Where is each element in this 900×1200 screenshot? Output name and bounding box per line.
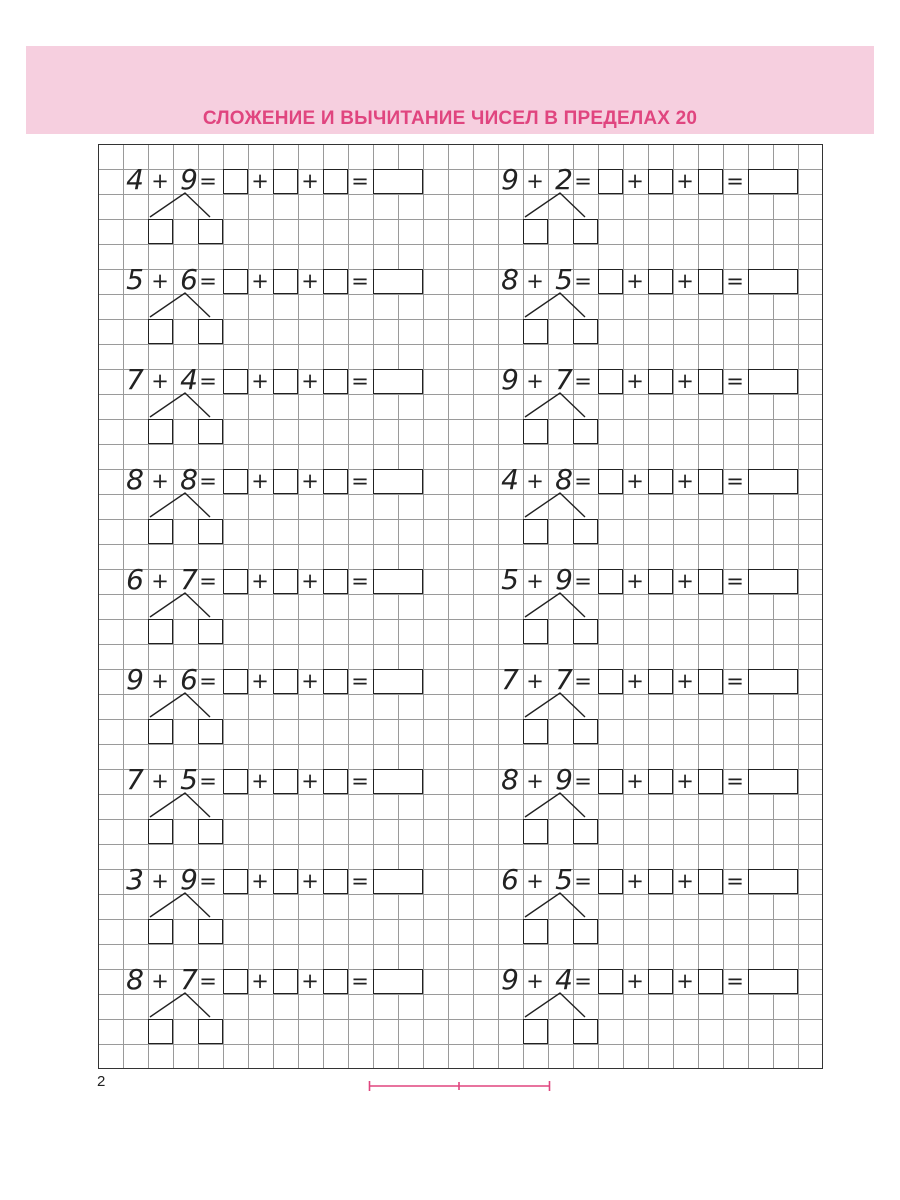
answer-box-first-part[interactable] xyxy=(223,869,248,894)
plus-sign: + xyxy=(251,669,269,693)
plus-sign: + xyxy=(626,669,644,693)
addend-a: 6 xyxy=(126,563,144,596)
decomposition-box-left[interactable] xyxy=(523,519,548,544)
answer-box-first-part[interactable] xyxy=(598,569,623,594)
answer-box-third-part[interactable] xyxy=(323,469,348,494)
plus-sign: + xyxy=(151,969,169,993)
decomposition-branch xyxy=(148,892,208,920)
equals-sign: = xyxy=(199,469,217,493)
equals-sign: = xyxy=(726,569,744,593)
plus-sign: + xyxy=(151,269,169,293)
answer-box-first-part[interactable] xyxy=(223,469,248,494)
addend-a: 8 xyxy=(501,763,519,796)
equals-sign: = xyxy=(351,869,369,893)
equals-sign: = xyxy=(199,369,217,393)
decomposition-branch xyxy=(148,492,208,520)
decomposition-branch xyxy=(523,192,583,220)
plus-sign: + xyxy=(676,469,694,493)
plus-sign: + xyxy=(151,169,169,193)
decomposition-box-left[interactable] xyxy=(148,419,173,444)
plus-sign: + xyxy=(526,469,544,493)
plus-sign: + xyxy=(301,869,319,893)
addend-b: 8 xyxy=(555,463,573,496)
answer-box-result[interactable] xyxy=(373,469,423,494)
answer-box-second-part[interactable] xyxy=(648,869,673,894)
addend-b: 4 xyxy=(555,963,573,996)
equals-sign: = xyxy=(351,969,369,993)
plus-sign: + xyxy=(301,469,319,493)
decomposition-branch xyxy=(523,392,583,420)
equals-sign: = xyxy=(726,169,744,193)
decomposition-branch xyxy=(523,892,583,920)
plus-sign: + xyxy=(151,369,169,393)
answer-box-second-part[interactable] xyxy=(273,469,298,494)
decomposition-box-right[interactable] xyxy=(198,619,223,644)
plus-sign: + xyxy=(676,569,694,593)
plus-sign: + xyxy=(151,469,169,493)
addend-b: 7 xyxy=(555,663,573,696)
addend-b: 6 xyxy=(180,663,198,696)
answer-box-second-part[interactable] xyxy=(273,769,298,794)
equals-sign: = xyxy=(351,169,369,193)
answer-box-first-part[interactable] xyxy=(223,369,248,394)
decomposition-branch xyxy=(523,492,583,520)
answer-box-first-part[interactable] xyxy=(598,869,623,894)
decomposition-box-left[interactable] xyxy=(148,519,173,544)
answer-box-second-part[interactable] xyxy=(273,869,298,894)
equals-sign: = xyxy=(574,569,592,593)
decomposition-box-left[interactable] xyxy=(148,819,173,844)
plus-sign: + xyxy=(526,969,544,993)
decomposition-box-right[interactable] xyxy=(573,719,598,744)
equals-sign: = xyxy=(574,169,592,193)
equals-sign: = xyxy=(199,669,217,693)
answer-box-third-part[interactable] xyxy=(698,369,723,394)
plus-sign: + xyxy=(526,669,544,693)
equals-sign: = xyxy=(574,469,592,493)
answer-box-third-part[interactable] xyxy=(323,269,348,294)
decomposition-branch xyxy=(523,992,583,1020)
answer-box-first-part[interactable] xyxy=(223,969,248,994)
plus-sign: + xyxy=(151,669,169,693)
equals-sign: = xyxy=(351,369,369,393)
plus-sign: + xyxy=(626,369,644,393)
plus-sign: + xyxy=(251,869,269,893)
plus-sign: + xyxy=(676,869,694,893)
decomposition-box-left[interactable] xyxy=(148,719,173,744)
plus-sign: + xyxy=(301,269,319,293)
addend-b: 9 xyxy=(180,863,198,896)
decomposition-box-right[interactable] xyxy=(198,819,223,844)
decomposition-box-right[interactable] xyxy=(198,219,223,244)
addend-b: 9 xyxy=(180,163,198,196)
answer-box-third-part[interactable] xyxy=(698,969,723,994)
equals-sign: = xyxy=(726,869,744,893)
equals-sign: = xyxy=(199,969,217,993)
answer-box-third-part[interactable] xyxy=(698,669,723,694)
answer-box-second-part[interactable] xyxy=(648,169,673,194)
plus-sign: + xyxy=(626,769,644,793)
equals-sign: = xyxy=(726,469,744,493)
plus-sign: + xyxy=(626,969,644,993)
equals-sign: = xyxy=(351,769,369,793)
plus-sign: + xyxy=(151,869,169,893)
equals-sign: = xyxy=(574,269,592,293)
addend-b: 7 xyxy=(180,963,198,996)
plus-sign: + xyxy=(301,369,319,393)
answer-box-result[interactable] xyxy=(373,369,423,394)
plus-sign: + xyxy=(251,169,269,193)
answer-box-result[interactable] xyxy=(373,869,423,894)
plus-sign: + xyxy=(526,169,544,193)
answer-box-result[interactable] xyxy=(748,269,798,294)
decomposition-box-right[interactable] xyxy=(198,1019,223,1044)
addend-a: 7 xyxy=(126,363,144,396)
plus-sign: + xyxy=(626,269,644,293)
plus-sign: + xyxy=(251,469,269,493)
decomposition-box-right[interactable] xyxy=(198,519,223,544)
equals-sign: = xyxy=(199,869,217,893)
addend-b: 2 xyxy=(555,163,573,196)
decomposition-box-left[interactable] xyxy=(523,419,548,444)
decomposition-box-left[interactable] xyxy=(523,819,548,844)
decomposition-box-right[interactable] xyxy=(573,519,598,544)
plus-sign: + xyxy=(626,169,644,193)
addend-a: 9 xyxy=(501,963,519,996)
addend-a: 8 xyxy=(126,463,144,496)
equals-sign: = xyxy=(726,769,744,793)
answer-box-result[interactable] xyxy=(748,569,798,594)
answer-box-result[interactable] xyxy=(748,769,798,794)
answer-box-second-part[interactable] xyxy=(648,669,673,694)
addend-b: 5 xyxy=(555,863,573,896)
decomposition-box-right[interactable] xyxy=(573,219,598,244)
answer-box-result[interactable] xyxy=(748,869,798,894)
plus-sign: + xyxy=(526,769,544,793)
decomposition-branch xyxy=(148,192,208,220)
answer-box-third-part[interactable] xyxy=(698,469,723,494)
addend-a: 9 xyxy=(126,663,144,696)
addend-a: 4 xyxy=(501,463,519,496)
answer-box-first-part[interactable] xyxy=(223,669,248,694)
plus-sign: + xyxy=(301,569,319,593)
answer-box-first-part[interactable] xyxy=(223,269,248,294)
decomposition-branch xyxy=(523,692,583,720)
decomposition-box-right[interactable] xyxy=(198,719,223,744)
answer-box-first-part[interactable] xyxy=(598,469,623,494)
answer-box-second-part[interactable] xyxy=(273,169,298,194)
equals-sign: = xyxy=(351,569,369,593)
equals-sign: = xyxy=(726,669,744,693)
equals-sign: = xyxy=(574,369,592,393)
decomposition-branch xyxy=(148,292,208,320)
answer-box-third-part[interactable] xyxy=(323,669,348,694)
equals-sign: = xyxy=(351,469,369,493)
plus-sign: + xyxy=(526,269,544,293)
decomposition-box-left[interactable] xyxy=(523,1019,548,1044)
decomposition-box-left[interactable] xyxy=(523,319,548,344)
decomposition-box-right[interactable] xyxy=(198,419,223,444)
addend-a: 5 xyxy=(126,263,144,296)
addend-a: 9 xyxy=(501,163,519,196)
answer-box-second-part[interactable] xyxy=(273,969,298,994)
answer-box-result[interactable] xyxy=(748,969,798,994)
addend-b: 8 xyxy=(180,463,198,496)
answer-box-second-part[interactable] xyxy=(648,369,673,394)
decomposition-branch xyxy=(148,692,208,720)
answer-box-third-part[interactable] xyxy=(323,169,348,194)
decomposition-box-right[interactable] xyxy=(573,619,598,644)
page-title: СЛОЖЕНИЕ И ВЫЧИТАНИЕ ЧИСЕЛ В ПРЕДЕЛАХ 20 xyxy=(202,108,698,129)
answer-box-result[interactable] xyxy=(373,269,423,294)
decomposition-box-right[interactable] xyxy=(573,919,598,944)
plus-sign: + xyxy=(526,569,544,593)
answer-box-third-part[interactable] xyxy=(323,569,348,594)
answer-box-second-part[interactable] xyxy=(648,969,673,994)
plus-sign: + xyxy=(676,669,694,693)
page-number: 2 xyxy=(97,1073,106,1090)
decomposition-box-right[interactable] xyxy=(573,819,598,844)
plus-sign: + xyxy=(676,269,694,293)
answer-box-result[interactable] xyxy=(373,769,423,794)
decomposition-box-right[interactable] xyxy=(573,1019,598,1044)
addend-a: 5 xyxy=(501,563,519,596)
answer-box-first-part[interactable] xyxy=(598,669,623,694)
answer-box-third-part[interactable] xyxy=(698,769,723,794)
plus-sign: + xyxy=(526,869,544,893)
decomposition-branch xyxy=(523,592,583,620)
answer-box-first-part[interactable] xyxy=(598,369,623,394)
answer-box-result[interactable] xyxy=(748,369,798,394)
answer-box-third-part[interactable] xyxy=(698,169,723,194)
answer-box-third-part[interactable] xyxy=(698,269,723,294)
answer-box-third-part[interactable] xyxy=(323,869,348,894)
answer-box-result[interactable] xyxy=(373,969,423,994)
equals-sign: = xyxy=(574,869,592,893)
addend-a: 6 xyxy=(501,863,519,896)
answer-box-second-part[interactable] xyxy=(648,769,673,794)
answer-box-first-part[interactable] xyxy=(598,769,623,794)
answer-box-second-part[interactable] xyxy=(648,269,673,294)
addend-a: 4 xyxy=(126,163,144,196)
equals-sign: = xyxy=(574,769,592,793)
equals-sign: = xyxy=(726,969,744,993)
equals-sign: = xyxy=(199,769,217,793)
decomposition-box-right[interactable] xyxy=(198,319,223,344)
plus-sign: + xyxy=(151,569,169,593)
plus-sign: + xyxy=(251,969,269,993)
addend-b: 5 xyxy=(555,263,573,296)
answer-box-first-part[interactable] xyxy=(598,269,623,294)
addend-a: 8 xyxy=(501,263,519,296)
plus-sign: + xyxy=(676,369,694,393)
answer-box-second-part[interactable] xyxy=(273,669,298,694)
equals-sign: = xyxy=(574,969,592,993)
answer-box-second-part[interactable] xyxy=(648,469,673,494)
decomposition-box-right[interactable] xyxy=(573,419,598,444)
equals-sign: = xyxy=(351,269,369,293)
equals-sign: = xyxy=(199,269,217,293)
plus-sign: + xyxy=(251,369,269,393)
answer-box-result[interactable] xyxy=(373,169,423,194)
plus-sign: + xyxy=(251,569,269,593)
addend-a: 8 xyxy=(126,963,144,996)
decomposition-box-left[interactable] xyxy=(148,319,173,344)
decomposition-box-right[interactable] xyxy=(198,919,223,944)
decomposition-branch xyxy=(148,992,208,1020)
answer-box-first-part[interactable] xyxy=(223,169,248,194)
answer-box-first-part[interactable] xyxy=(223,569,248,594)
decomposition-box-left[interactable] xyxy=(148,919,173,944)
answer-box-result[interactable] xyxy=(373,669,423,694)
plus-sign: + xyxy=(151,769,169,793)
decomposition-branch xyxy=(148,792,208,820)
plus-sign: + xyxy=(676,169,694,193)
addend-a: 9 xyxy=(501,363,519,396)
decomposition-branch xyxy=(148,592,208,620)
equals-sign: = xyxy=(199,569,217,593)
decomposition-box-left[interactable] xyxy=(148,1019,173,1044)
answer-box-third-part[interactable] xyxy=(323,769,348,794)
decomposition-box-left[interactable] xyxy=(148,219,173,244)
plus-sign: + xyxy=(626,869,644,893)
addend-b: 4 xyxy=(180,363,198,396)
plus-sign: + xyxy=(626,569,644,593)
answer-box-first-part[interactable] xyxy=(598,169,623,194)
decomposition-box-left[interactable] xyxy=(523,619,548,644)
answer-box-result[interactable] xyxy=(748,469,798,494)
plus-sign: + xyxy=(301,669,319,693)
addend-b: 7 xyxy=(180,563,198,596)
equals-sign: = xyxy=(574,669,592,693)
decomposition-box-left[interactable] xyxy=(148,619,173,644)
answer-box-first-part[interactable] xyxy=(223,769,248,794)
plus-sign: + xyxy=(251,769,269,793)
addend-a: 7 xyxy=(501,663,519,696)
plus-sign: + xyxy=(251,269,269,293)
answer-box-second-part[interactable] xyxy=(273,269,298,294)
decomposition-branch xyxy=(148,392,208,420)
decomposition-branch xyxy=(523,792,583,820)
answer-box-third-part[interactable] xyxy=(698,569,723,594)
equals-sign: = xyxy=(726,269,744,293)
answer-box-result[interactable] xyxy=(373,569,423,594)
plus-sign: + xyxy=(301,769,319,793)
decomposition-box-right[interactable] xyxy=(573,319,598,344)
plus-sign: + xyxy=(676,969,694,993)
answer-box-result[interactable] xyxy=(748,169,798,194)
addend-b: 7 xyxy=(555,363,573,396)
addend-a: 3 xyxy=(126,863,144,896)
plus-sign: + xyxy=(526,369,544,393)
footer-decoration xyxy=(368,1079,551,1093)
plus-sign: + xyxy=(301,969,319,993)
addend-b: 9 xyxy=(555,763,573,796)
answer-box-first-part[interactable] xyxy=(598,969,623,994)
plus-sign: + xyxy=(626,469,644,493)
answer-box-third-part[interactable] xyxy=(698,869,723,894)
equals-sign: = xyxy=(199,169,217,193)
plus-sign: + xyxy=(676,769,694,793)
plus-sign: + xyxy=(301,169,319,193)
answer-box-third-part[interactable] xyxy=(323,369,348,394)
addend-a: 7 xyxy=(126,763,144,796)
decomposition-box-left[interactable] xyxy=(523,919,548,944)
decomposition-box-left[interactable] xyxy=(523,719,548,744)
answer-box-second-part[interactable] xyxy=(273,569,298,594)
equals-sign: = xyxy=(351,669,369,693)
addend-b: 9 xyxy=(555,563,573,596)
equals-sign: = xyxy=(726,369,744,393)
addend-b: 5 xyxy=(180,763,198,796)
answer-box-result[interactable] xyxy=(748,669,798,694)
answer-box-third-part[interactable] xyxy=(323,969,348,994)
answer-box-second-part[interactable] xyxy=(648,569,673,594)
addend-b: 6 xyxy=(180,263,198,296)
decomposition-branch xyxy=(523,292,583,320)
answer-box-second-part[interactable] xyxy=(273,369,298,394)
decomposition-box-left[interactable] xyxy=(523,219,548,244)
